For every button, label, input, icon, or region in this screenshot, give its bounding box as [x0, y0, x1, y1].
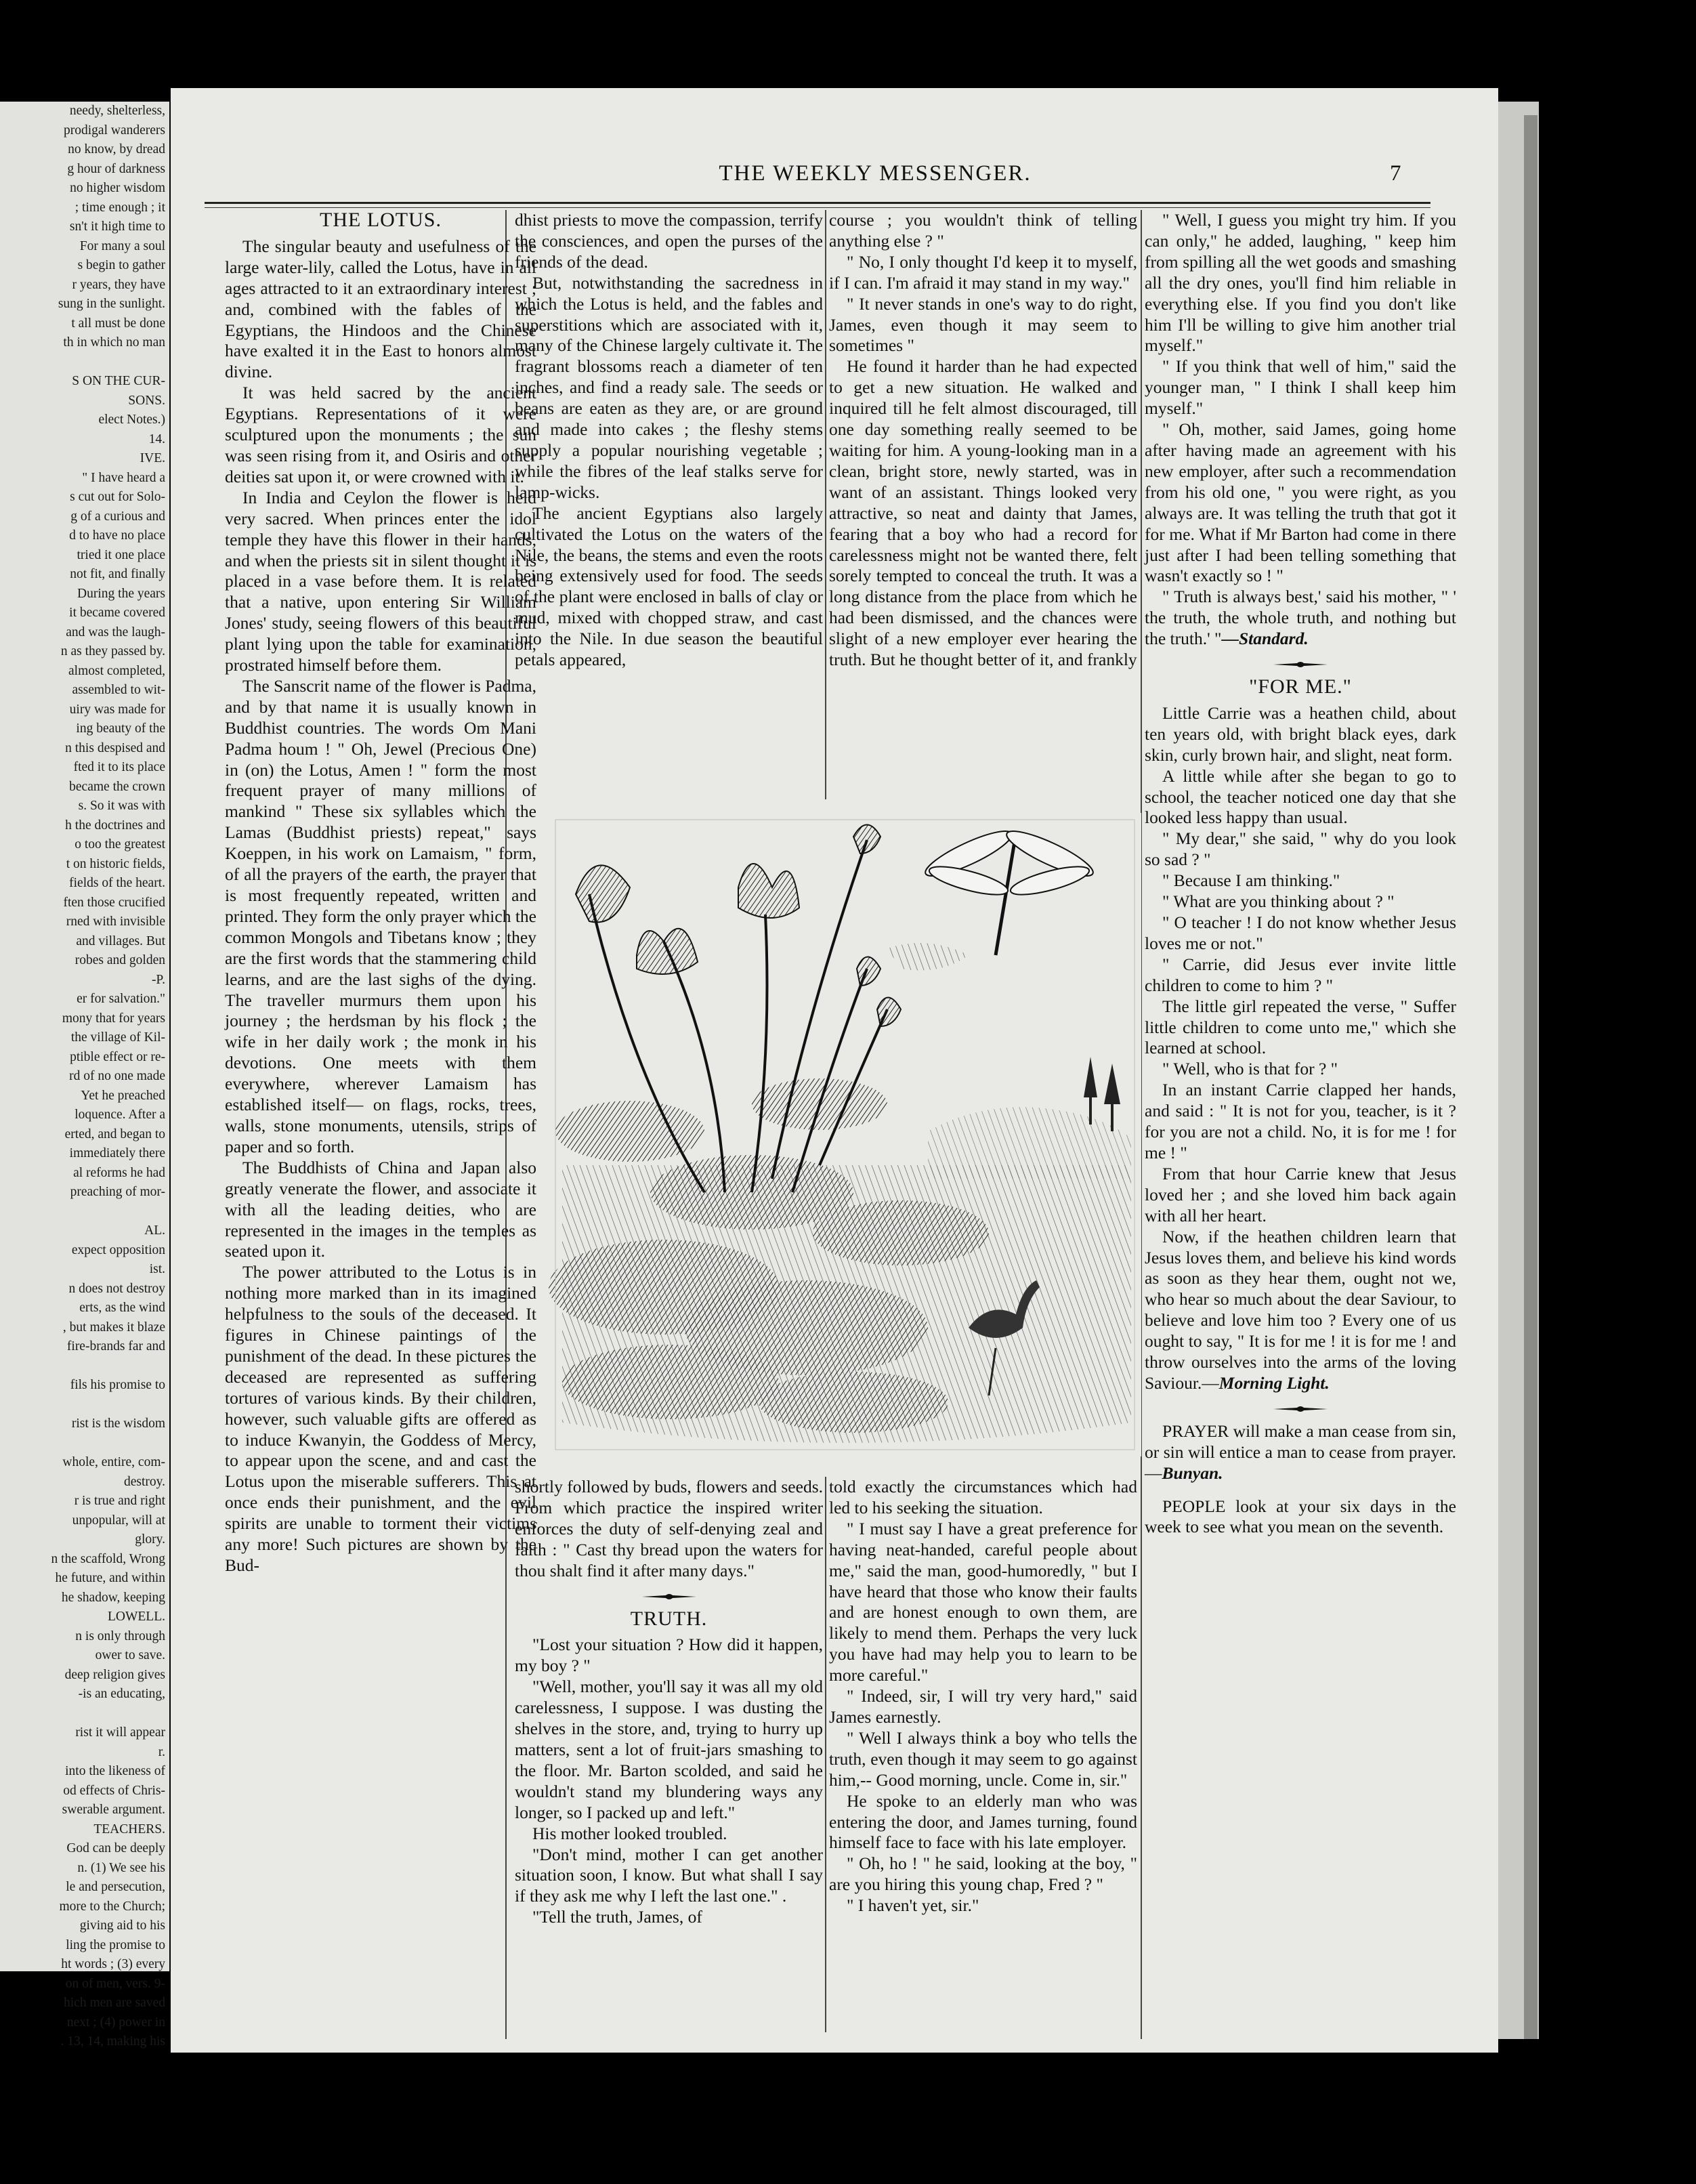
strip-line: al reforms he had	[73, 1165, 165, 1180]
strip-line: fils his promise to	[70, 1378, 165, 1392]
strip-line: almost completed,	[68, 663, 165, 678]
paragraph: " What are you thinking about ? "	[1162, 891, 1395, 912]
strip-line: -P.	[151, 972, 165, 987]
paragraph: " O teacher ! I do not know whether Jesus loves me or not."	[1145, 912, 1456, 953]
strip-line: and villages. But	[76, 933, 165, 948]
strip-line: preaching of mor-	[70, 1185, 165, 1199]
strip-line: g hour of darkness	[67, 161, 165, 176]
strip-line: t all must be done	[71, 316, 165, 331]
paragraph: " I haven't yet, sir."	[847, 1895, 979, 1916]
strip-line: not fit, and finally	[70, 567, 165, 581]
article-truth-and-for-me-column	[1145, 210, 1456, 1876]
strip-line: destroy.	[123, 1474, 165, 1489]
strip-line: more to the Church;	[59, 1899, 165, 1914]
strip-line: became the crown	[69, 779, 165, 794]
column-divider	[825, 1477, 826, 2032]
adjacent-page-strip	[0, 102, 169, 2049]
strip-line: n this despised and	[65, 740, 165, 755]
paragraph	[1145, 1496, 1456, 1538]
page-edge-shadow	[1524, 115, 1538, 2039]
strip-line: uiry was made for	[69, 702, 165, 717]
strip-line: -is an educating,	[78, 1687, 165, 1701]
strip-line: SONS.	[128, 393, 165, 408]
paragraph: But, notwithstanding the sacredness in which the Lotus is held, and the fables and superstitions which are associated with it, many of the Chinese largely cultivate it. The fragrant blossoms reach a diameter of ten inches, and find a ready sale. The seeds or beans are eaten as they are, or are ground and made into cakes ; the fleshy stems supply a popular nourishing vegetable ; while the fibres of the leaf stalks serve for lamp-wicks.	[515, 272, 823, 502]
newspaper-title: THE WEEKLY MESSENGER.	[719, 161, 1032, 186]
strip-line: n the scaffold, Wrong	[51, 1551, 165, 1566]
masthead	[171, 161, 1498, 202]
strip-line: into the likeness of	[65, 1764, 165, 1778]
lotus-engraving-illustration	[549, 813, 1141, 1456]
paragraph	[1145, 1421, 1456, 1484]
strip-line: fire-brands far and	[66, 1339, 165, 1353]
strip-line: s begin to gather	[77, 258, 165, 272]
strip-line	[0, 1434, 169, 1454]
strip-line: For many a soul	[79, 238, 165, 253]
strip-line: it became covered	[69, 606, 165, 620]
strip-line: prodigal wanderers	[64, 123, 165, 138]
strip-line: on of men, vers. 9-	[65, 1976, 165, 1991]
quote-text: Now, if the heathen children learn that Jesus loves them, and believe his kind words as soon as they hear them, ought not we, who hear so much about the dear Saviour, to believe and love him too ? Every one of us ought to say, " It is for me ! it is for me ! and throw ourselves into the arms of the loving Saviour.—	[1145, 1226, 1456, 1393]
paragraph: From that hour Carrie knew that Jesus loved her ; and she loved him back again with all her heart.	[1145, 1163, 1456, 1225]
lead-word: PEOPLE	[1162, 1496, 1226, 1516]
paragraph: " Well I always think a boy who tells the truth, even though it may seem to go against him,-- Good morning, uncle. Come in, sir."	[829, 1727, 1137, 1790]
strip-line: h the doctrines and	[65, 818, 165, 833]
strip-line: n. (1) We see his	[77, 1860, 165, 1875]
paragraph: " Carrie, did Jesus ever invite little children to come to him ? "	[1145, 954, 1456, 995]
source-attribution: —Standard.	[1221, 629, 1309, 649]
strip-line	[0, 1395, 169, 1415]
strip-line: ht words ; (3) every	[61, 1957, 165, 1971]
strip-line: erts, as the wind	[79, 1301, 165, 1315]
strip-line: rist is the wisdom	[71, 1416, 165, 1431]
paragraph: course ; you wouldn't think of telling anything else ? "	[829, 210, 1137, 251]
strip-line: S ON THE CUR-	[72, 374, 165, 388]
quote-text: " Truth is always best,' said his mother, " ' the truth, the whole truth, and nothing but the truth.' "	[1145, 587, 1456, 649]
paragraph: "Lost your situation ? How did it happen, my boy ? "	[515, 1635, 823, 1676]
strip-line: , but makes it blaze	[62, 1320, 165, 1335]
strip-line: hich men are saved	[64, 1996, 165, 2010]
strip-line: t on historic fields,	[66, 856, 165, 871]
paragraph: The ancient Egyptians also largely cultivated the Lotus on the waters of the Nile, the beans, the stems and even the roots being extensively used for food. The seeds of the plant were enclosed in balls of clay or mud, mixed with chopped straw, and cast into the Nile. In due season the beautiful petals appeared,	[515, 503, 823, 670]
strip-line: IVE.	[140, 451, 165, 465]
section-divider-ornament	[1270, 659, 1331, 670]
strip-line: whole, entire, com-	[62, 1455, 165, 1469]
strip-line: ptible effect or re-	[70, 1049, 165, 1064]
strip-line: ; time enough ; it	[75, 200, 165, 215]
strip-line: elect Notes.)	[98, 413, 165, 427]
paragraph: "Well, mother, you'll say it was all my old carelessness, I suppose. I was dusting the shelves in the store, and, trying to hurry up matters, sent a lot of fruit-jars smashing to the floor. Mr. Barton scolded, and said he wouldn't stand my blundering ways any longer, so I packed up and left."	[515, 1677, 823, 1822]
paragraph: It was held sacred by the ancient Egyptians. Representations of it were sculptured upon the monuments ; the sun was seen rising from it, and Osiris and other deities sat upon it, or were crowned with it.	[225, 383, 536, 486]
strip-line: immediately there	[69, 1146, 165, 1160]
paragraph: "Don't mind, mother I can get another situation soon, I know. But what shall I say if they ask me why I left the last one." .	[515, 1844, 823, 1906]
strip-line: erted, and began to	[64, 1127, 165, 1141]
strip-line: n does not destroy	[68, 1281, 165, 1296]
strip-line: he shadow, keeping	[61, 1590, 165, 1605]
strip-line: TEACHERS.	[93, 1822, 165, 1836]
strip-line: unpopular, will at	[72, 1513, 165, 1528]
paragraph: In an instant Carrie clapped her hands, and said : " It is not for you, teacher, is it ? for you are not a child. No, it is for me ! for me ! "	[1145, 1080, 1456, 1162]
article-heading: TRUTH.	[630, 1607, 708, 1630]
strip-line: rd of no one made	[69, 1069, 165, 1083]
paragraph: " It never stands in one's way to do right, James, even though it may seem to sometimes "	[829, 293, 1137, 356]
section-divider-ornament	[639, 1591, 700, 1602]
strip-line: rist it will appear	[75, 1725, 165, 1740]
paragraph: shortly followed by buds, flowers and seeds. From which practice the inspired writer enforces the duty of self-denying zeal and faith : " Cast thy bread upon the waters for thou shalt find it after many days."	[515, 1477, 823, 1580]
article-truth-continued	[829, 1477, 1137, 2032]
paragraph: A little while after she began to go to school, the teacher noticed one day that she looked less happy than usual.	[1145, 765, 1456, 828]
strip-line: LOWELL.	[107, 1610, 165, 1624]
masthead-rule	[205, 202, 1430, 204]
paragraph: His mother looked troubled.	[532, 1823, 727, 1843]
strip-line: the village of Kil-	[70, 1030, 165, 1045]
strip-line: AL.	[144, 1223, 165, 1238]
strip-line: tried it one place	[77, 547, 165, 562]
strip-line: mony that for years	[62, 1011, 165, 1026]
strip-line: le and persecution,	[66, 1880, 165, 1894]
paragraph: " Oh, ho ! " he said, looking at the boy, " are you hiring this young chap, Fred ? "	[829, 1853, 1137, 1895]
strip-line: s cut out for Solo-	[70, 490, 165, 504]
strip-line: r.	[158, 1744, 165, 1759]
strip-line: no higher wisdom	[70, 181, 165, 195]
strip-line: giving aid to his	[79, 1918, 165, 1933]
strip-line: ist.	[149, 1262, 165, 1276]
paragraph: " My dear," she said, " why do you look so sad ? "	[1145, 828, 1456, 870]
strip-line: fields of the heart.	[69, 876, 165, 890]
lead-word: PRAYER	[1162, 1421, 1229, 1441]
paragraph	[1145, 587, 1456, 650]
paragraph: " Well, I guess you might try him. If you can only," he added, laughing, " keep him from spilling all the wet goods and smashing all the dry ones, you'll find him reliable in everything else. If you find you don't like him I'll be willing to give him another trial myself."	[1145, 210, 1456, 356]
paragraph: He found it harder than he had expected to get a new situation. He walked and inquired till he felt almost discouraged, till one day something really seemed to be waiting for him. A young-looking man in a clean, bright store, newly started, was in want of an assistant. Things looked very attractive, so neat and dainty that James, fearing that a boy who had a record for carelessness might not be wanted there, felt sorely tempted to conceal the truth. It was a long distance from the place from which he had been dismissed, and the chances were slight of a new employer ever hearing the truth. But he thought better of it, and frankly	[829, 356, 1137, 670]
paragraph: The Buddhists of China and Japan also greatly venerate the flower, and associate it with all the leading deities, who are represented in the images in the temples as seated upon it.	[225, 1157, 536, 1261]
paragraph: He spoke to an elderly man who was entering the door, and James turning, found himself face to face with his late employer.	[829, 1790, 1137, 1853]
strip-line: and was the laugh-	[66, 625, 165, 639]
article-lotus-column	[225, 210, 536, 2032]
strip-line: " I have heard a	[82, 470, 165, 485]
article-truth-continued	[829, 210, 1137, 789]
strip-line: s. So it was with	[78, 799, 165, 813]
strip-line: deep religion gives	[64, 1667, 165, 1682]
paragraph: dhist priests to move the compassion, terrify the consciences, and open the purses of the friends of the dead.	[515, 210, 823, 272]
strip-line: ower to save.	[95, 1648, 165, 1662]
paragraph: " Because I am thinking."	[1162, 870, 1340, 891]
source-attribution: Bunyan.	[1162, 1463, 1223, 1483]
article-heading: "FOR ME."	[1249, 675, 1352, 698]
paragraph: The little girl repeated the verse, " Suffer little children to come unto me," which she learned at school.	[1145, 996, 1456, 1058]
strip-line: God can be deeply	[66, 1841, 165, 1855]
strip-line: expect opposition	[71, 1242, 165, 1257]
strip-line: swerable argument.	[62, 1803, 165, 1817]
section-divider-ornament	[1270, 1404, 1331, 1414]
source-attribution: Morning Light.	[1218, 1372, 1330, 1393]
strip-line: he future, and within	[55, 1571, 165, 1585]
paragraph: The power attributed to the Lotus is in nothing more marked than in its imagined helpfulness to the souls of the deceased. It figures in Chinese paintings of the punishment of the dead. In these pictures the deceased are represented as suffering tortures of various kinds. By their children, however, such valuable gifts are offered as to induce Kwanyin, the Goddess of Mercy, to appear upon the scene, and and cast the Lotus upon the miserable sufferers. This at once ends their punishment, and the evil spirits are unable to torment their victims any more! Such pictures are shown by the Bud-	[225, 1262, 536, 1575]
strip-line: needy, shelterless,	[69, 104, 165, 118]
article-lotus-end-and-truth	[515, 1477, 823, 2032]
paragraph: " If you think that well of him," said the younger man, " I think I shall keep him myself."	[1145, 356, 1456, 419]
strip-line: 14.	[148, 432, 165, 446]
paragraph: The Sanscrit name of the flower is Padma, and by that name it is usually known in Buddhist countries. The words Om Mani Padma houm ! " Oh, Jewel (Precious One) in (on) the Lotus, Amen ! " form the most frequent prayer of many millions of mankind " These six syllables which the Lamas (Buddhist priests) repeat," says Koeppen, in his work on Lamaism, " form, of all the prayers of the earth, the prayer that is most frequently repeated, written and printed. They form the only prayer which the common Mongols and Tibetans know ; they are the first words that the stammering child learns, and are the last sighs of the dying. The traveller murmurs them upon his journey ; the herdsman by his flock ; the wife in her daily work ; the monk in his devotions. One meets with them everywhere, wherever Lamaism has established itself— on flags, rocks, trees, walls, stone monuments, utensils, strips of paper and so forth.	[225, 675, 536, 1156]
masthead-rule-thin	[205, 207, 1430, 208]
paragraph: " I must say I have a great preference for having neat-handed, careful people about me," said the man, good-humoredly, " but I have heard that those who know their faults and are honest enough to own them, are likely to mend them. Perhaps the very luck you have had may help you to learn to be more careful."	[829, 1518, 1137, 1685]
column-divider	[825, 210, 826, 799]
paragraph	[1145, 1227, 1456, 1394]
strip-line: n as they passed by.	[60, 644, 165, 658]
strip-line: ling the promise to	[66, 1937, 165, 1952]
strip-line	[0, 1704, 169, 1724]
strip-line: er for salvation."	[77, 992, 165, 1006]
strip-line: glory.	[135, 1532, 165, 1547]
paragraph: "Tell the truth, James, of	[532, 1907, 702, 1927]
strip-line: o too the greatest	[75, 837, 165, 852]
strip-line	[0, 1202, 169, 1222]
strip-line: Yet he preached	[81, 1088, 165, 1103]
article-lotus-continued	[515, 210, 823, 789]
strip-line: rned with invisible	[66, 915, 165, 929]
strip-line: assembled to wit-	[72, 683, 165, 697]
strip-line: robes and golden	[75, 953, 165, 967]
strip-line: loquence. After a	[75, 1108, 165, 1122]
strip-line: sung in the sunlight.	[58, 297, 165, 311]
paragraph: In India and Ceylon the flower is held very sacred. When princes enter the idol temple they have this flower in their hands, and when the priests sit in silent thought it is placed in a vase before them. It is related that a native, upon entering Sir William Jones' study, seeing flowers of this beautiful plant lying upon the table for examination, prostrated himself before them.	[225, 487, 536, 675]
strip-line: r years, they have	[72, 277, 165, 292]
strip-line: sn't it high time to	[69, 219, 165, 234]
paragraph: " No, I only thought I'd keep it to myself, if I can. I'm afraid it may stand in my way."	[829, 251, 1137, 293]
paragraph: Little Carrie was a heathen child, about ten years old, with bright black eyes, dark skin, curly brown hair, and slight, neat form.	[1145, 702, 1456, 765]
article-heading: THE LOTUS.	[320, 209, 442, 231]
strip-line	[0, 1357, 169, 1377]
paragraph: The singular beauty and usefulness of the large water-lily, called the Lotus, have in all ages attracted to it an extraordinary interest ; and, combined with the fables of the Egyptians, the Hindoos and the Chinese have exalted it in the East to honors almost divine.	[225, 236, 536, 382]
newspaper-page	[171, 88, 1498, 2053]
strip-line: ften those crucified	[63, 895, 165, 910]
strip-line: ing beauty of the	[76, 721, 165, 736]
strip-line: od effects of Chris-	[63, 1783, 165, 1798]
strip-line: n is only through	[75, 1629, 165, 1643]
strip-line: r is true and right	[74, 1494, 165, 1508]
strip-line: d to have no place	[69, 528, 165, 543]
paragraph: " Well, who is that for ? "	[1162, 1059, 1338, 1079]
strip-line: fted it to its place	[73, 760, 165, 774]
strip-line: . 13, 14, making his	[60, 2034, 165, 2049]
quote-text: look at your six days in the week to see what you mean on the seventh.	[1145, 1496, 1456, 1537]
strip-line: During the years	[77, 586, 165, 601]
paragraph: " Oh, mother, said James, going home after having made an agreement with his new employer, after such a recommendation from his old one, " you were right, as you always are. It was telling the truth that got it for me. What if Mr Barton had come in there just after I had been telling something that wasn't exactly so ! "	[1145, 419, 1456, 586]
paragraph: " Indeed, sir, I will try very hard," said James earnestly.	[829, 1686, 1137, 1727]
strip-line: g of a curious and	[70, 509, 165, 524]
paragraph: told exactly the circumstances which had led to his seeking the situation.	[829, 1477, 1137, 1517]
strip-line: no know, by dread	[68, 142, 165, 156]
strip-line	[0, 353, 169, 373]
page-number: 7	[1390, 161, 1401, 186]
quote-text: will make a man cease from sin, or sin will entice a man to cease from prayer.—	[1145, 1421, 1456, 1483]
strip-line: th in which no man	[63, 335, 165, 350]
strip-line: next ; (4) power in	[66, 2015, 165, 2030]
